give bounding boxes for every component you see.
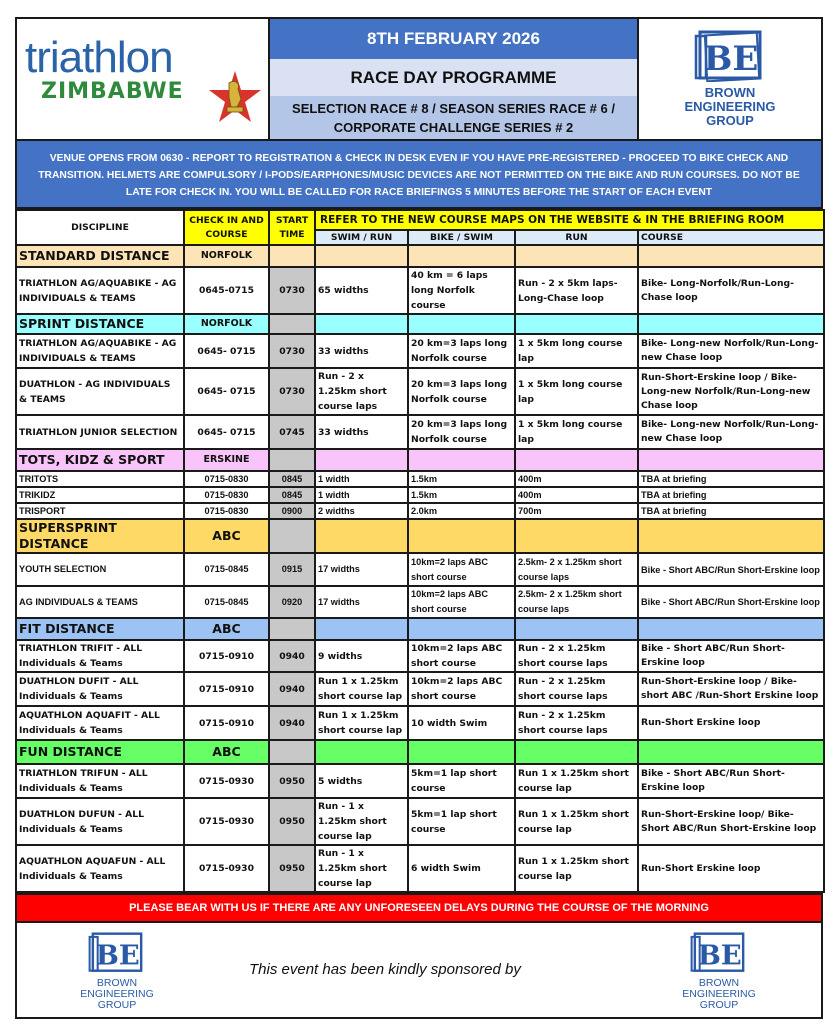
section-course: ABC xyxy=(184,519,269,553)
course-cell: TBA at briefing xyxy=(638,487,824,503)
discipline-subtitle: Individuals & Teams xyxy=(19,823,123,835)
run-cell: Run - 2 x 1.25km short course laps xyxy=(515,706,638,740)
triathlon-zimbabwe-logo xyxy=(17,19,270,139)
bike-swim-cell: 1.5km xyxy=(408,471,515,487)
section-start-cell xyxy=(269,449,315,471)
section-start-cell xyxy=(269,740,315,764)
sp-line-1: BROWN xyxy=(698,977,740,989)
section-start-cell xyxy=(269,245,315,267)
table-row xyxy=(16,471,824,487)
discipline-subtitle: Individuals & Teams xyxy=(19,783,123,794)
table-row xyxy=(16,640,824,672)
sp-line-1: BROWN xyxy=(96,977,138,989)
swim-run-cell: 1 width xyxy=(315,471,408,487)
checkin-cell: 0645-0715 xyxy=(184,267,269,314)
swim-run-cell: Run 1 x 1.25km short course lap xyxy=(315,672,408,706)
section-empty-cell xyxy=(515,314,638,334)
course-cell: Bike- Long-Norfolk/Run-Long-Chase loop xyxy=(638,267,824,314)
venue-notice xyxy=(15,141,823,209)
checkin-cell: 0715-0845 xyxy=(184,586,269,618)
discipline-name: TRISPORT xyxy=(19,506,66,516)
table-row xyxy=(16,586,824,618)
swim-run-cell: 9 widths xyxy=(315,640,408,672)
table-row xyxy=(16,706,824,740)
swim-run-cell: Run - 1 x 1.25km short course lap xyxy=(315,845,408,892)
swim-run-cell: 2 widths xyxy=(315,503,408,519)
section-empty-cell xyxy=(515,449,638,471)
discipline-cell xyxy=(16,503,184,519)
section-empty-cell xyxy=(515,245,638,267)
header-refer-notice: REFER TO THE NEW COURSE MAPS ON THE WEBSITE & IN THE BRIEFING ROOM xyxy=(315,210,824,230)
discipline-cell xyxy=(16,586,184,618)
section-empty-cell xyxy=(408,740,515,764)
discipline-name: TRIATHLON TRIFIT - ALL xyxy=(19,643,143,654)
delay-notice: PLEASE BEAR WITH US IF THERE ARE ANY UNFORESEEN DELAYS DURING THE COURSE OF THE MORNING xyxy=(15,893,823,923)
run-cell: 400m xyxy=(515,487,638,503)
discipline-cell xyxy=(16,764,184,798)
section-empty-cell xyxy=(638,314,824,334)
be-logo-icon xyxy=(690,931,748,975)
be-logo-text xyxy=(684,86,775,128)
swim-run-cell: Run - 2 x 1.25km short course laps xyxy=(315,368,408,415)
run-cell: Run - 2 x 1.25km short course laps xyxy=(515,672,638,706)
start-time-cell: 0920 xyxy=(269,586,315,618)
checkin-cell: 0715-0930 xyxy=(184,798,269,845)
swim-run-cell: 5 widths xyxy=(315,764,408,798)
discipline-cell xyxy=(16,368,184,415)
section-row xyxy=(16,519,824,553)
section-empty-cell xyxy=(315,519,408,553)
section-empty-cell xyxy=(315,618,408,640)
discipline-subtitle: Individuals & Teams xyxy=(19,870,123,882)
section-empty-cell xyxy=(315,314,408,334)
section-start-cell xyxy=(269,618,315,640)
bike-swim-cell: 20 km=3 laps long Norfolk course xyxy=(408,334,515,368)
page-title: RACE DAY PROGRAMME xyxy=(270,59,637,96)
run-cell: 700m xyxy=(515,503,638,519)
section-start-cell xyxy=(269,314,315,334)
section-course: ABC xyxy=(184,740,269,764)
discipline-name: TRITOTS xyxy=(19,474,59,484)
start-time-cell: 0745 xyxy=(269,415,315,449)
section-label: TOTS, KIDZ & SPORT xyxy=(16,449,184,471)
swim-run-cell: 33 widths xyxy=(315,415,408,449)
course-cell: Run-Short-Erskine loop/ Bike-Short ABC/Run Short-Erskine loop xyxy=(638,798,824,845)
table-row xyxy=(16,764,824,798)
course-cell: Run-Short-Erskine loop / Bike- Long-new Norfolk/Run-Long-new Chase loop xyxy=(638,368,824,415)
discipline-name: AQUATHLON AQUAFUN - ALL xyxy=(19,855,166,867)
section-start-cell xyxy=(269,519,315,553)
bike-swim-cell: 5km=1 lap short course xyxy=(408,798,515,845)
event-date: 8TH FEBRUARY 2026 xyxy=(270,19,637,59)
discipline-subtitle: Individuals & Teams xyxy=(19,658,123,669)
header-run: RUN xyxy=(515,230,638,245)
discipline-cell xyxy=(16,334,184,368)
course-cell: Bike - Short ABC/Run Short-Erskine loop xyxy=(638,640,824,672)
sp-line-3: GROUP xyxy=(699,999,739,1011)
brown-engineering-logo xyxy=(639,19,821,139)
header-bike-swim: BIKE / SWIM xyxy=(408,230,515,245)
discipline-cell xyxy=(16,267,184,314)
section-row xyxy=(16,618,824,640)
header-discipline: DISCIPLINE xyxy=(16,210,184,245)
run-cell: 2.5km- 2 x 1.25km short course laps xyxy=(515,553,638,586)
bike-swim-cell: 10km=2 laps ABC short course xyxy=(408,586,515,618)
discipline-name: TRIATHLON JUNIOR SELECTION xyxy=(19,426,178,438)
series-line-1: SELECTION RACE # 8 / SEASON SERIES RACE # 6 / xyxy=(292,100,615,116)
race-programme-table xyxy=(15,209,825,893)
run-cell: 400m xyxy=(515,471,638,487)
svg-text:BE: BE xyxy=(697,939,742,972)
section-label: SPRINT DISTANCE xyxy=(16,314,184,334)
section-course: ERSKINE xyxy=(184,449,269,471)
section-empty-cell xyxy=(638,245,824,267)
run-cell: 1 x 5km long course lap xyxy=(515,368,638,415)
discipline-name: TRIATHLON AG/AQUABIKE - AG INDIVIDUALS & TEAMS xyxy=(19,277,177,304)
discipline-name: DUATHLON - AG INDIVIDUALS & TEAMS xyxy=(19,378,171,405)
start-time-cell: 0915 xyxy=(269,553,315,586)
be-line-3: GROUP xyxy=(706,113,754,128)
bike-swim-cell: 1.5km xyxy=(408,487,515,503)
swim-run-cell: 33 widths xyxy=(315,334,408,368)
section-label: FUN DISTANCE xyxy=(16,740,184,764)
start-time-cell: 0950 xyxy=(269,845,315,892)
run-cell: Run 1 x 1.25km short course lap xyxy=(515,764,638,798)
section-empty-cell xyxy=(515,740,638,764)
table-row xyxy=(16,553,824,586)
be-line-2: ENGINEERING xyxy=(684,99,776,114)
section-empty-cell xyxy=(638,449,824,471)
checkin-cell: 0715-0845 xyxy=(184,553,269,586)
checkin-cell: 0715-0930 xyxy=(184,845,269,892)
header-swim-run: SWIM / RUN xyxy=(315,230,408,245)
section-empty-cell xyxy=(408,314,515,334)
discipline-name: YOUTH SELECTION xyxy=(19,564,107,574)
swim-run-cell: Run 1 x 1.25km short course lap xyxy=(315,706,408,740)
bike-swim-cell: 40 km = 6 laps long Norfolk course xyxy=(408,267,515,314)
section-empty-cell xyxy=(408,245,515,267)
start-time-cell: 0730 xyxy=(269,267,315,314)
checkin-cell: 0645- 0715 xyxy=(184,334,269,368)
discipline-cell xyxy=(16,553,184,586)
section-empty-cell xyxy=(315,245,408,267)
table-row xyxy=(16,503,824,519)
sponsor-logo-text xyxy=(80,978,154,1011)
discipline-cell xyxy=(16,471,184,487)
checkin-cell: 0715-0910 xyxy=(184,706,269,740)
run-cell: 1 x 5km long course lap xyxy=(515,334,638,368)
discipline-cell xyxy=(16,487,184,503)
bike-swim-cell: 10km=2 laps ABC short course xyxy=(408,553,515,586)
table-body xyxy=(16,245,824,892)
svg-text:BE: BE xyxy=(95,939,140,972)
discipline-cell xyxy=(16,672,184,706)
svg-text:BE: BE xyxy=(703,39,759,79)
course-cell: Bike - Short ABC/Run Short-Erskine loop xyxy=(638,764,824,798)
course-cell: TBA at briefing xyxy=(638,471,824,487)
section-empty-cell xyxy=(408,449,515,471)
section-row xyxy=(16,449,824,471)
swim-run-cell: 1 width xyxy=(315,487,408,503)
notice-line-1: VENUE OPENS FROM 0630 - REPORT TO REGISTRATION & CHECK IN DESK EVEN IF YOU HAVE PRE-REGISTERED - PROCEED TO BIKE CHECK AND xyxy=(49,153,789,164)
discipline-name: DUATHLON DUFUN - ALL xyxy=(19,808,144,820)
bike-swim-cell: 6 width Swim xyxy=(408,845,515,892)
bike-swim-cell: 2.0km xyxy=(408,503,515,519)
run-cell: Run 1 x 1.25km short course lap xyxy=(515,845,638,892)
discipline-name: TRIATHLON AG/AQUABIKE - AG INDIVIDUALS & TEAMS xyxy=(19,338,177,364)
start-time-cell: 0950 xyxy=(269,764,315,798)
table-row xyxy=(16,368,824,415)
title-block xyxy=(270,19,639,139)
sponsor-panel xyxy=(15,923,823,1019)
course-cell: Run-Short-Erskine loop / Bike-short ABC /Run-Short Erskine loop xyxy=(638,672,824,706)
section-empty-cell xyxy=(515,519,638,553)
header-start-time: START TIME xyxy=(269,210,315,245)
bike-swim-cell: 20 km=3 laps long Norfolk course xyxy=(408,415,515,449)
sp-line-2: ENGINEERING xyxy=(682,988,756,1000)
table-row xyxy=(16,845,824,892)
series-info xyxy=(270,96,637,139)
sponsor-text: This event has been kindly sponsored by xyxy=(249,961,521,978)
discipline-cell xyxy=(16,845,184,892)
swim-run-cell: 17 widths xyxy=(315,586,408,618)
course-cell: TBA at briefing xyxy=(638,503,824,519)
section-row xyxy=(16,245,824,267)
course-cell: Run-Short Erskine loop xyxy=(638,706,824,740)
bike-swim-cell: 10km=2 laps ABC short course xyxy=(408,672,515,706)
be-logo-icon xyxy=(694,30,766,82)
discipline-cell xyxy=(16,798,184,845)
start-time-cell: 0900 xyxy=(269,503,315,519)
section-label: SUPERSPRINT DISTANCE xyxy=(16,519,184,553)
section-course: NORFOLK xyxy=(184,314,269,334)
discipline-name: AG INDIVIDUALS & TEAMS xyxy=(19,596,138,607)
start-time-cell: 0845 xyxy=(269,487,315,503)
run-cell: Run - 2 x 1.25km short course laps xyxy=(515,640,638,672)
course-cell: Bike- Long-new Norfolk/Run-Long-new Chase loop xyxy=(638,415,824,449)
table-row xyxy=(16,415,824,449)
section-empty-cell xyxy=(515,618,638,640)
section-empty-cell xyxy=(638,519,824,553)
bike-swim-cell: 20 km=3 laps long Norfolk course xyxy=(408,368,515,415)
be-logo-icon xyxy=(88,931,146,975)
course-cell: Bike- Long-new Norfolk/Run-Long-new Chase loop xyxy=(638,334,824,368)
notice-line-2: TRANSITION. HELMETS ARE COMPULSORY / I-PODS/EARPHONES/MUSIC DEVICES ARE NOT PERMITTED ON THE BIKE AND RUN COURSES. DO NOT BE xyxy=(38,170,800,181)
course-cell: Bike - Short ABC/Run Short-Erskine loop xyxy=(638,586,824,618)
discipline-subtitle: Individuals & Teams xyxy=(19,691,123,702)
notice-line-3: LATE FOR CHECK IN. YOU WILL BE CALLED FOR RACE BRIEFINGS 5 MINUTES BEFORE THE START OF EACH EVENT xyxy=(125,187,713,198)
checkin-cell: 0645- 0715 xyxy=(184,368,269,415)
section-label: FIT DISTANCE xyxy=(16,618,184,640)
section-empty-cell xyxy=(315,449,408,471)
discipline-cell xyxy=(16,640,184,672)
section-empty-cell xyxy=(638,618,824,640)
checkin-cell: 0715-0830 xyxy=(184,503,269,519)
swim-run-cell: Run - 1 x 1.25km short course lap xyxy=(315,798,408,845)
swim-run-cell: 65 widths xyxy=(315,267,408,314)
run-cell: 1 x 5km long course lap xyxy=(515,415,638,449)
checkin-cell: 0715-0910 xyxy=(184,640,269,672)
table-row xyxy=(16,334,824,368)
sponsor-logo-right xyxy=(674,931,764,1011)
section-row xyxy=(16,314,824,334)
section-course: ABC xyxy=(184,618,269,640)
sponsor-logo-left xyxy=(72,931,162,1011)
start-time-cell: 0730 xyxy=(269,334,315,368)
series-line-2: CORPORATE CHALLENGE SERIES # 2 xyxy=(333,119,574,135)
discipline-name: AQUATHLON AQUAFIT - ALL xyxy=(19,710,160,721)
checkin-cell: 0715-0910 xyxy=(184,672,269,706)
section-empty-cell xyxy=(408,519,515,553)
header-checkin: CHECK IN AND COURSE xyxy=(184,210,269,245)
sponsor-logo-text xyxy=(682,978,756,1011)
table-row xyxy=(16,267,824,314)
logo-text-triathlon: triathlon xyxy=(25,33,173,82)
start-time-cell: 0940 xyxy=(269,706,315,740)
start-time-cell: 0940 xyxy=(269,640,315,672)
start-time-cell: 0950 xyxy=(269,798,315,845)
start-time-cell: 0730 xyxy=(269,368,315,415)
sp-line-2: ENGINEERING xyxy=(80,988,154,1000)
bike-swim-cell: 10km=2 laps ABC short course xyxy=(408,640,515,672)
discipline-name: TRIATHLON TRIFUN - ALL xyxy=(19,768,148,779)
discipline-cell xyxy=(16,706,184,740)
checkin-cell: 0645- 0715 xyxy=(184,415,269,449)
checkin-cell: 0715-0830 xyxy=(184,471,269,487)
bike-swim-cell: 5km=1 lap short course xyxy=(408,764,515,798)
course-cell: Bike - Short ABC/Run Short-Erskine loop xyxy=(638,553,824,586)
start-time-cell: 0940 xyxy=(269,672,315,706)
run-cell: Run 1 x 1.25km short course lap xyxy=(515,798,638,845)
programme-header xyxy=(15,17,823,141)
run-cell: 2.5km- 2 x 1.25km short course laps xyxy=(515,586,638,618)
section-course: NORFOLK xyxy=(184,245,269,267)
discipline-name: TRIKIDZ xyxy=(19,490,56,500)
section-empty-cell xyxy=(315,740,408,764)
section-empty-cell xyxy=(638,740,824,764)
table-row xyxy=(16,487,824,503)
section-empty-cell xyxy=(408,618,515,640)
logo-text-zimbabwe: ZIMBABWE xyxy=(41,79,184,104)
discipline-name: DUATHLON DUFIT - ALL xyxy=(19,676,139,687)
be-line-1: BROWN xyxy=(704,85,756,100)
discipline-subtitle: Individuals & Teams xyxy=(19,725,123,736)
checkin-cell: 0715-0830 xyxy=(184,487,269,503)
section-row xyxy=(16,740,824,764)
section-label: STANDARD DISTANCE xyxy=(16,245,184,267)
table-row xyxy=(16,672,824,706)
header-course: COURSE xyxy=(638,230,824,245)
discipline-cell xyxy=(16,415,184,449)
sp-line-3: GROUP xyxy=(97,999,137,1011)
course-cell: Run-Short Erskine loop xyxy=(638,845,824,892)
start-time-cell: 0845 xyxy=(269,471,315,487)
run-cell: Run - 2 x 5km laps-Long-Chase loop xyxy=(515,267,638,314)
swim-run-cell: 17 widths xyxy=(315,553,408,586)
table-row xyxy=(16,798,824,845)
bike-swim-cell: 10 width Swim xyxy=(408,706,515,740)
checkin-cell: 0715-0930 xyxy=(184,764,269,798)
zimbabwe-bird-star-icon xyxy=(207,69,263,125)
